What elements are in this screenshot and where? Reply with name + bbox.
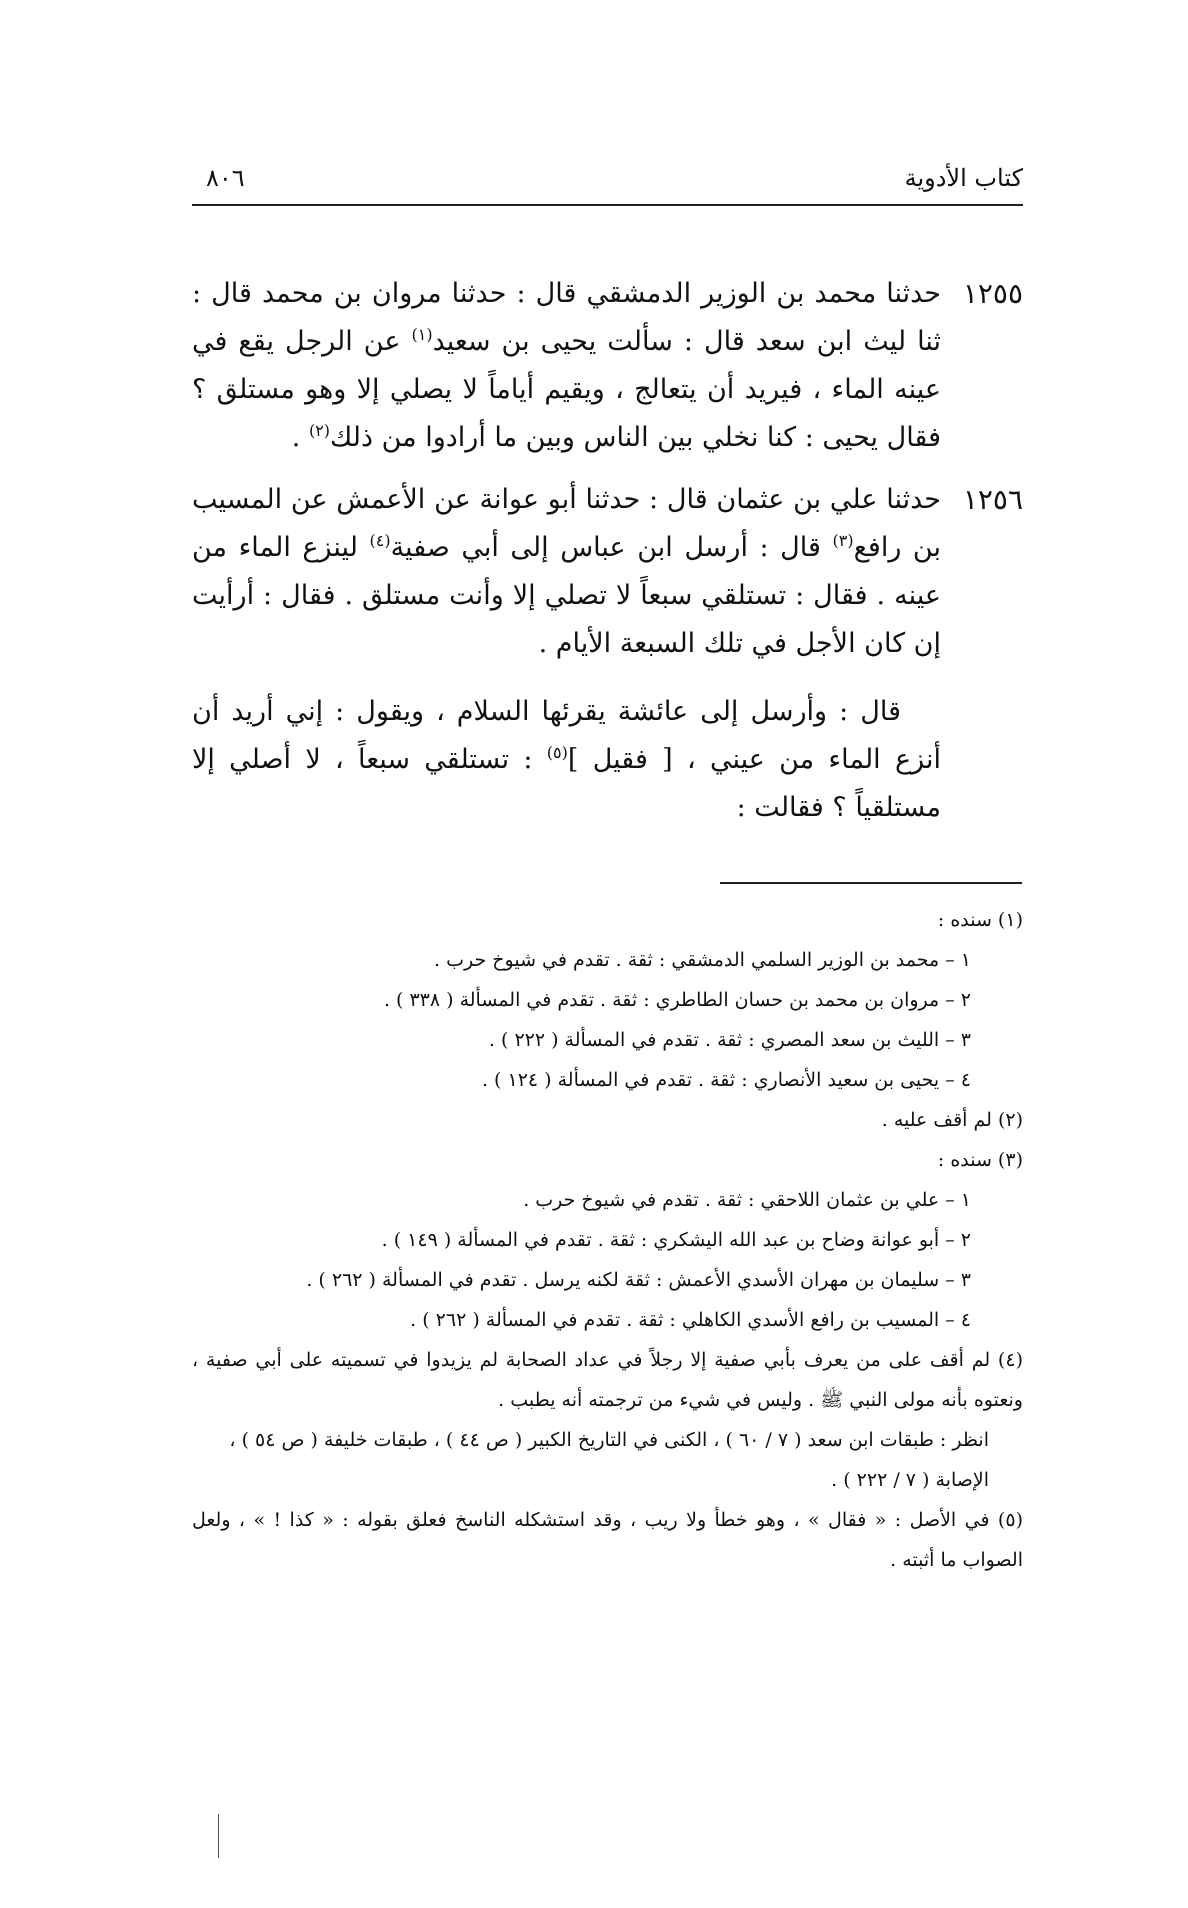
footnote-1-item: ٣ – الليث بن سعد المصري : ثقة . تقدم في المسألة ( ٢٢٢ ) . — [488, 1029, 971, 1051]
entry-text — [192, 476, 941, 668]
entry-text-part: حدثنا علي بن عثمان قال : حدثنا أبو عوانة عن الأعمش عن المسيب بن رافع — [192, 484, 942, 563]
footnote-ref[interactable]: (٥) — [546, 743, 568, 762]
running-title: كتاب الأدوية — [904, 164, 1023, 192]
main-text — [192, 270, 1023, 832]
entry-number: ١٢٥٥ — [962, 277, 1023, 310]
footnote-4: (٤) لم أقف على من يعرف بأبي صفية إلا رجلاً في عداد الصحابة لم يزيدوا في تسميته على أبي صفية ، ونعتوه بأنه مولى النبي ﷺ . وليس في شيء من ترجمته أنه يطبب . — [192, 1349, 1023, 1411]
footnote-ref[interactable]: (٢) — [308, 421, 331, 440]
footnote-1-item: ٢ – مروان بن محمد بن حسان الطاطري : ثقة . تقدم في المسألة ( ٣٣٨ ) . — [383, 989, 971, 1011]
footnote-3-item: ٣ – سليمان بن مهران الأسدي الأعمش : ثقة لكنه يرسل . تقدم في المسألة ( ٢٦٢ ) . — [306, 1269, 971, 1291]
page-header — [192, 164, 1023, 206]
footnote-ref[interactable]: (١) — [411, 325, 433, 344]
footnote-separator — [720, 882, 1022, 884]
footnote-1-head: (١) سنده : — [937, 909, 1023, 931]
entry-text-part: حدثنا محمد بن الوزير الدمشقي قال : حدثنا مروان بن محمد قال : ثنا ليث ابن سعد قال : سألت يحيى بن سعيد — [192, 278, 941, 357]
footnote-3-item: ٢ – أبو عوانة وضاح بن عبد الله اليشكري : ثقة . تقدم في المسألة ( ١٤٩ ) . — [381, 1229, 971, 1251]
margin-mark — [218, 1814, 219, 1858]
entry-text-part: لينزع الماء من عينه . فقال : تستلقي سبعاً لا تصلي إلا وأنت مستلق . فقال : أرأيت إن كان الأجل في تلك السبعة الأيام . — [192, 532, 941, 659]
footnote-1-item: ٤ – يحيى بن سعيد الأنصاري : ثقة . تقدم في المسألة ( ١٢٤ ) . — [481, 1069, 971, 1091]
footnote-3-item: ٤ – المسيب بن رافع الأسدي الكاهلي : ثقة . تقدم في المسألة ( ٢٦٢ ) . — [410, 1309, 971, 1331]
footnote-5: (٥) في الأصل : « فقال » ، وهو خطأ ولا ريب ، وقد استشكله الناسخ فعلق بقوله : « كذا ! » ، ولعل الصواب ما أثبته . — [192, 1509, 1023, 1571]
footnote-3-head: (٣) سنده : — [937, 1149, 1023, 1171]
page-number: ٨٠٦ — [206, 164, 245, 192]
footnote-3-item: ١ – علي بن عثمان اللاحقي : ثقة . تقدم في شيوخ حرب . — [523, 1189, 971, 1211]
footnote-2: (٢) لم أقف عليه . — [881, 1109, 1023, 1131]
entry-number: ١٢٥٦ — [962, 483, 1023, 516]
entry-text-part: قال : أرسل ابن عباس إلى أبي صفية — [390, 532, 833, 563]
entry-1256 — [192, 476, 1023, 668]
entry-text-part: . — [291, 422, 309, 453]
paragraph-text-part: قال : وأرسل إلى عائشة يقرئها السلام ، ويقول : إني أريد أن أنزع الماء من عيني ، [ فقيل ] — [192, 696, 941, 775]
footnotes — [192, 900, 1023, 1580]
footnote-ref[interactable]: (٣) — [832, 531, 854, 550]
footnote-1-item: ١ – محمد بن الوزير السلمي الدمشقي : ثقة . تقدم في شيوخ حرب . — [434, 949, 971, 971]
footnote-ref[interactable]: (٤) — [369, 531, 391, 550]
paragraph-text-part: : تستلقي سبعاً ، لا أصلي إلا مستلقياً ؟ فقالت : — [192, 744, 941, 823]
entry-1255 — [192, 270, 1023, 462]
paragraph — [192, 688, 1023, 832]
entry-text — [192, 270, 941, 462]
entry-text-part: عن الرجل يقع في عينه الماء ، فيريد أن يتعالج ، ويقيم أياماً لا يصلي إلا وهو مستلق ؟ فقال يحيى : كنا نخلي بين الناس وبين ما أرادوا من ذلك — [192, 326, 941, 453]
footnote-4-references: انظر : طبقات ابن سعد ( ٧ / ٦٠ ) ، الكنى في التاريخ الكبير ( ص ٤٤ ) ، طبقات خليفة ( ص ٥٤ ) ، الإصابة ( ٧ / ٢٢٢ ) . — [229, 1429, 989, 1491]
